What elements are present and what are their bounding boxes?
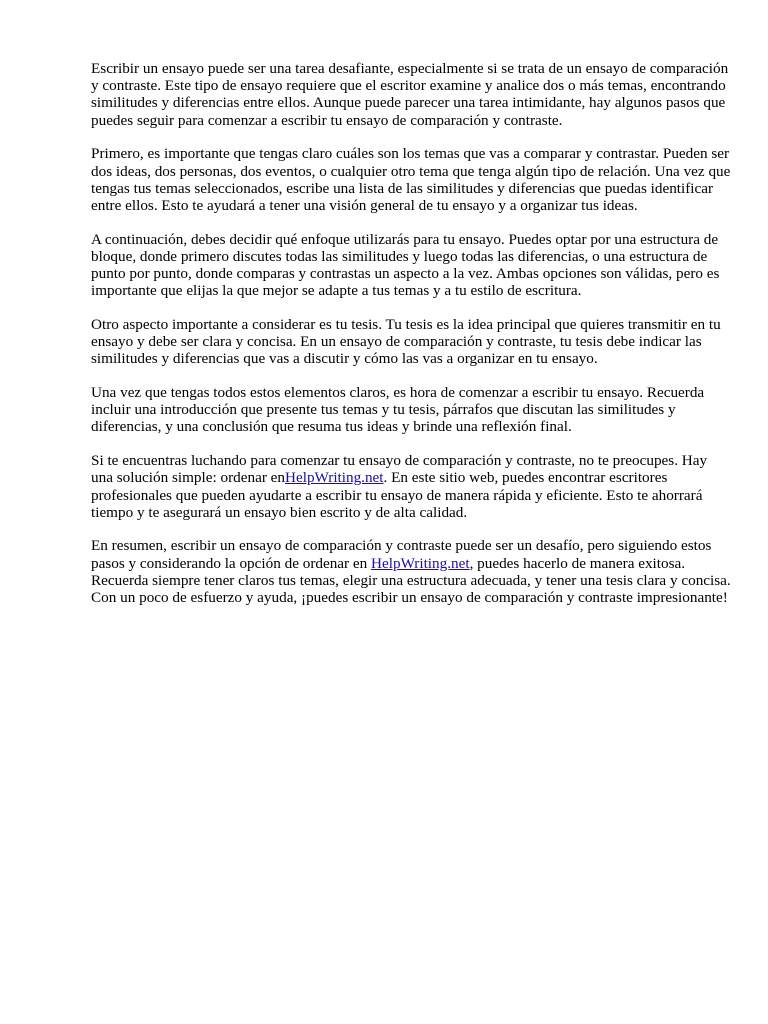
paragraph-intro: Escribir un ensayo puede ser una tarea desafiante, especialmente si se trata de un ensayo de comparación y contraste. Este tipo de ensayo requiere que el escritor examine y analice dos o más temas, encontrando similitudes y diferencias entre ellos. Aunque puede parecer una tarea intimidante, hay algunos pasos que puedes seguir para comenzar a escribir tu ensayo de comparación y contraste. [91, 60, 729, 129]
paragraph-writing: Una vez que tengas todos estos elementos claros, es hora de comenzar a escribir tu ensayo. Recuerda incluir una introducción que presente tus temas y tu tesis, párrafos que discutan las similitudes y diferencias, y una conclusión que resuma tus ideas y brinde una reflexión final. [91, 384, 705, 436]
helpwriting-link[interactable]: HelpWriting.net [285, 469, 384, 487]
paragraph-summary-text-before: En resumen, escribir un ensayo de comparación y contraste puede ser un desafío, pero siguiendo estos pasos y considerando la opción de ordenar en [91, 537, 712, 572]
paragraph-service-text-after: . En este sitio web, puedes encontrar escritores profesionales que pueden ayudarte a escribir tu ensayo de manera rápida y eficiente. Esto te ahorrará tiempo y te asegurará un ensayo bien escrito y de alta calidad. [91, 469, 703, 521]
paragraph-first-step: Primero, es importante que tengas claro cuáles son los temas que vas a comparar y contrastar. Pueden ser dos ideas, dos personas, dos eventos, o cualquier otro tema que tenga algún tipo de relación. Una vez que tengas tus temas seleccionados, escribe una lista de las similitudes y diferencias que puedas identificar entre ellos. Esto te ayudará a tener una visión general de tu ensayo y a organizar tus ideas. [91, 145, 731, 214]
document-page [91, 60, 731, 623]
paragraph-summary [91, 537, 731, 606]
paragraph-service-text-before: Si te encuentras luchando para comenzar tu ensayo de comparación y contraste, no te preocupes. Hay una solución simple: ordenar en [91, 452, 708, 487]
helpwriting-link-summary[interactable]: HelpWriting.net [371, 554, 470, 572]
paragraph-service [91, 452, 731, 521]
paragraph-thesis: Otro aspecto importante a considerar es tu tesis. Tu tesis es la idea principal que quieres transmitir en tu ensayo y debe ser clara y concisa. En un ensayo de comparación y contraste, tu tesis debe indicar las similitudes y diferencias que vas a discutir y cómo las vas a organizar en tu ensayo. [91, 315, 721, 368]
paragraph-approach: A continuación, debes decidir qué enfoque utilizarás para tu ensayo. Puedes optar por una estructura de bloque, donde primero discutes todas las similitudes y luego todas las diferencias, o una estructura de punto por punto, donde comparas y contrastas un aspecto a la vez. Ambas opciones son válidas, pero es importante que elijas la que mejor se adapte a tus temas y a tu estilo de escritura. [91, 230, 720, 300]
paragraph-summary-text-after: , puedes hacerlo de manera exitosa. Recuerda siempre tener claros tus temas, elegir una estructura adecuada, y tener una tesis clara y concisa. Con un poco de esfuerzo y ayuda, ¡puedes escribir un ensayo de comparación y contraste impresionante! [91, 554, 731, 607]
